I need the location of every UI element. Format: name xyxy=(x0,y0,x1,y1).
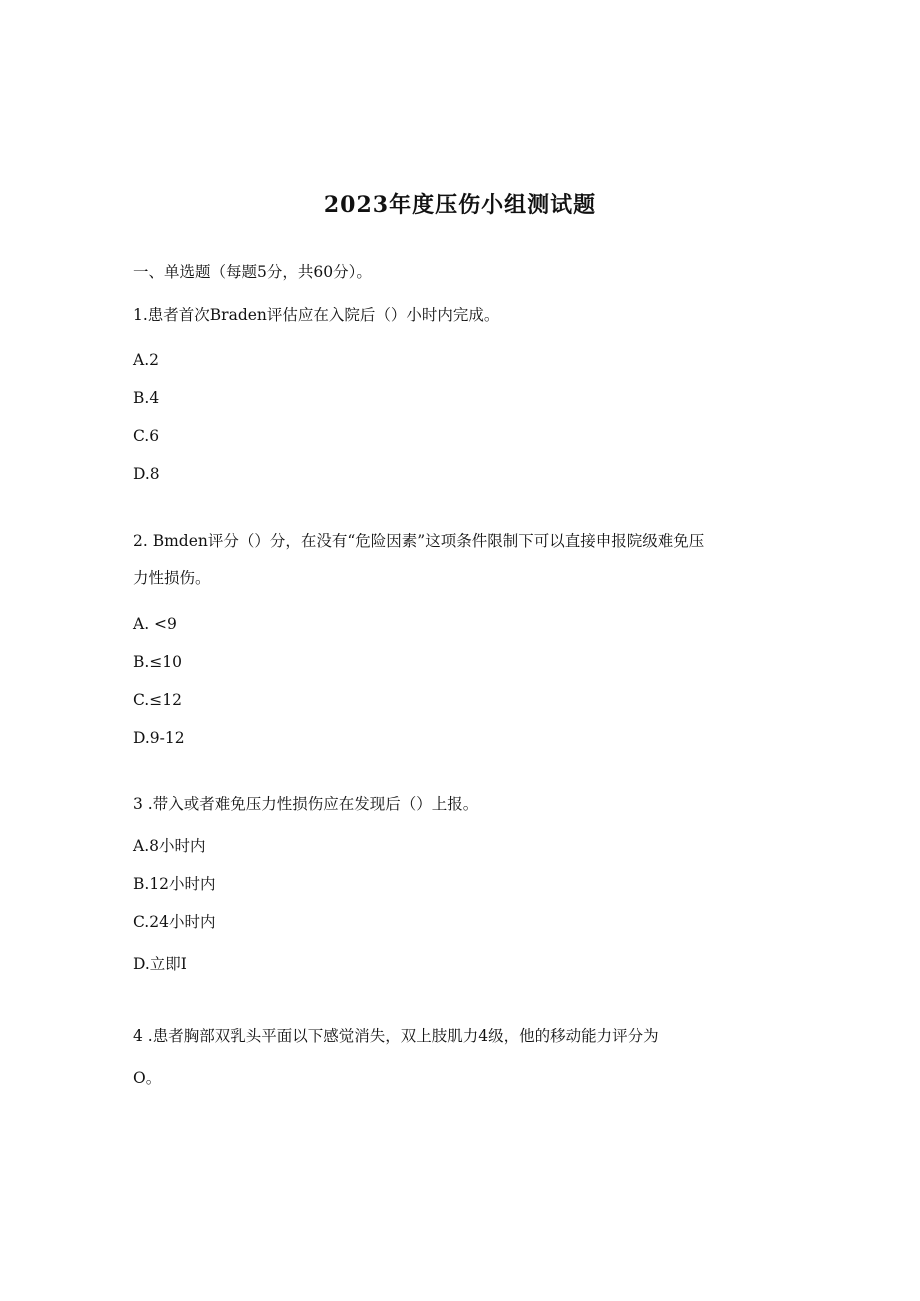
question-2-option-b: B.≤10 xyxy=(133,653,183,671)
question-2-stem-line-2: 力性损伤。 xyxy=(133,569,211,587)
question-1-stem: 1.患者首次Braden评估应在入院后（）小时内完成。 xyxy=(133,306,500,324)
question-3-option-c: C.24小时内 xyxy=(133,913,216,931)
question-2-option-c: C.≤12 xyxy=(133,691,182,709)
section-heading: 一、单选题（每题5分，共60分）。 xyxy=(133,263,372,281)
question-1-option-a: A.2 xyxy=(133,351,159,369)
document-title: 2023年度压伤小组测试题 xyxy=(323,192,597,218)
question-1-option-c: C.6 xyxy=(133,427,160,445)
question-4-stem-line-2: O。 xyxy=(133,1069,162,1087)
question-4-stem-line-1: 4 .患者胸部双乳头平面以下感觉消失，双上肢肌力4级，他的移动能力评分为 xyxy=(133,1027,659,1045)
question-2-option-d: D.9-12 xyxy=(133,729,185,747)
question-3-option-a: A.8小时内 xyxy=(133,837,206,855)
question-1-option-b: B.4 xyxy=(133,389,160,407)
question-2-stem-line-1: 2. Bmden评分（）分，在没有“危险因素”这项条件限制下可以直接申报院级难免压 xyxy=(133,532,705,550)
question-3-option-b: B.12小时内 xyxy=(133,875,216,893)
question-3-stem: 3 .带入或者难免压力性损伤应在发现后（）上报。 xyxy=(133,795,479,813)
question-2-option-a: A. <9 xyxy=(133,615,177,633)
question-1-option-d: D.8 xyxy=(133,465,160,483)
question-3-option-d: D.立即I xyxy=(133,955,187,973)
